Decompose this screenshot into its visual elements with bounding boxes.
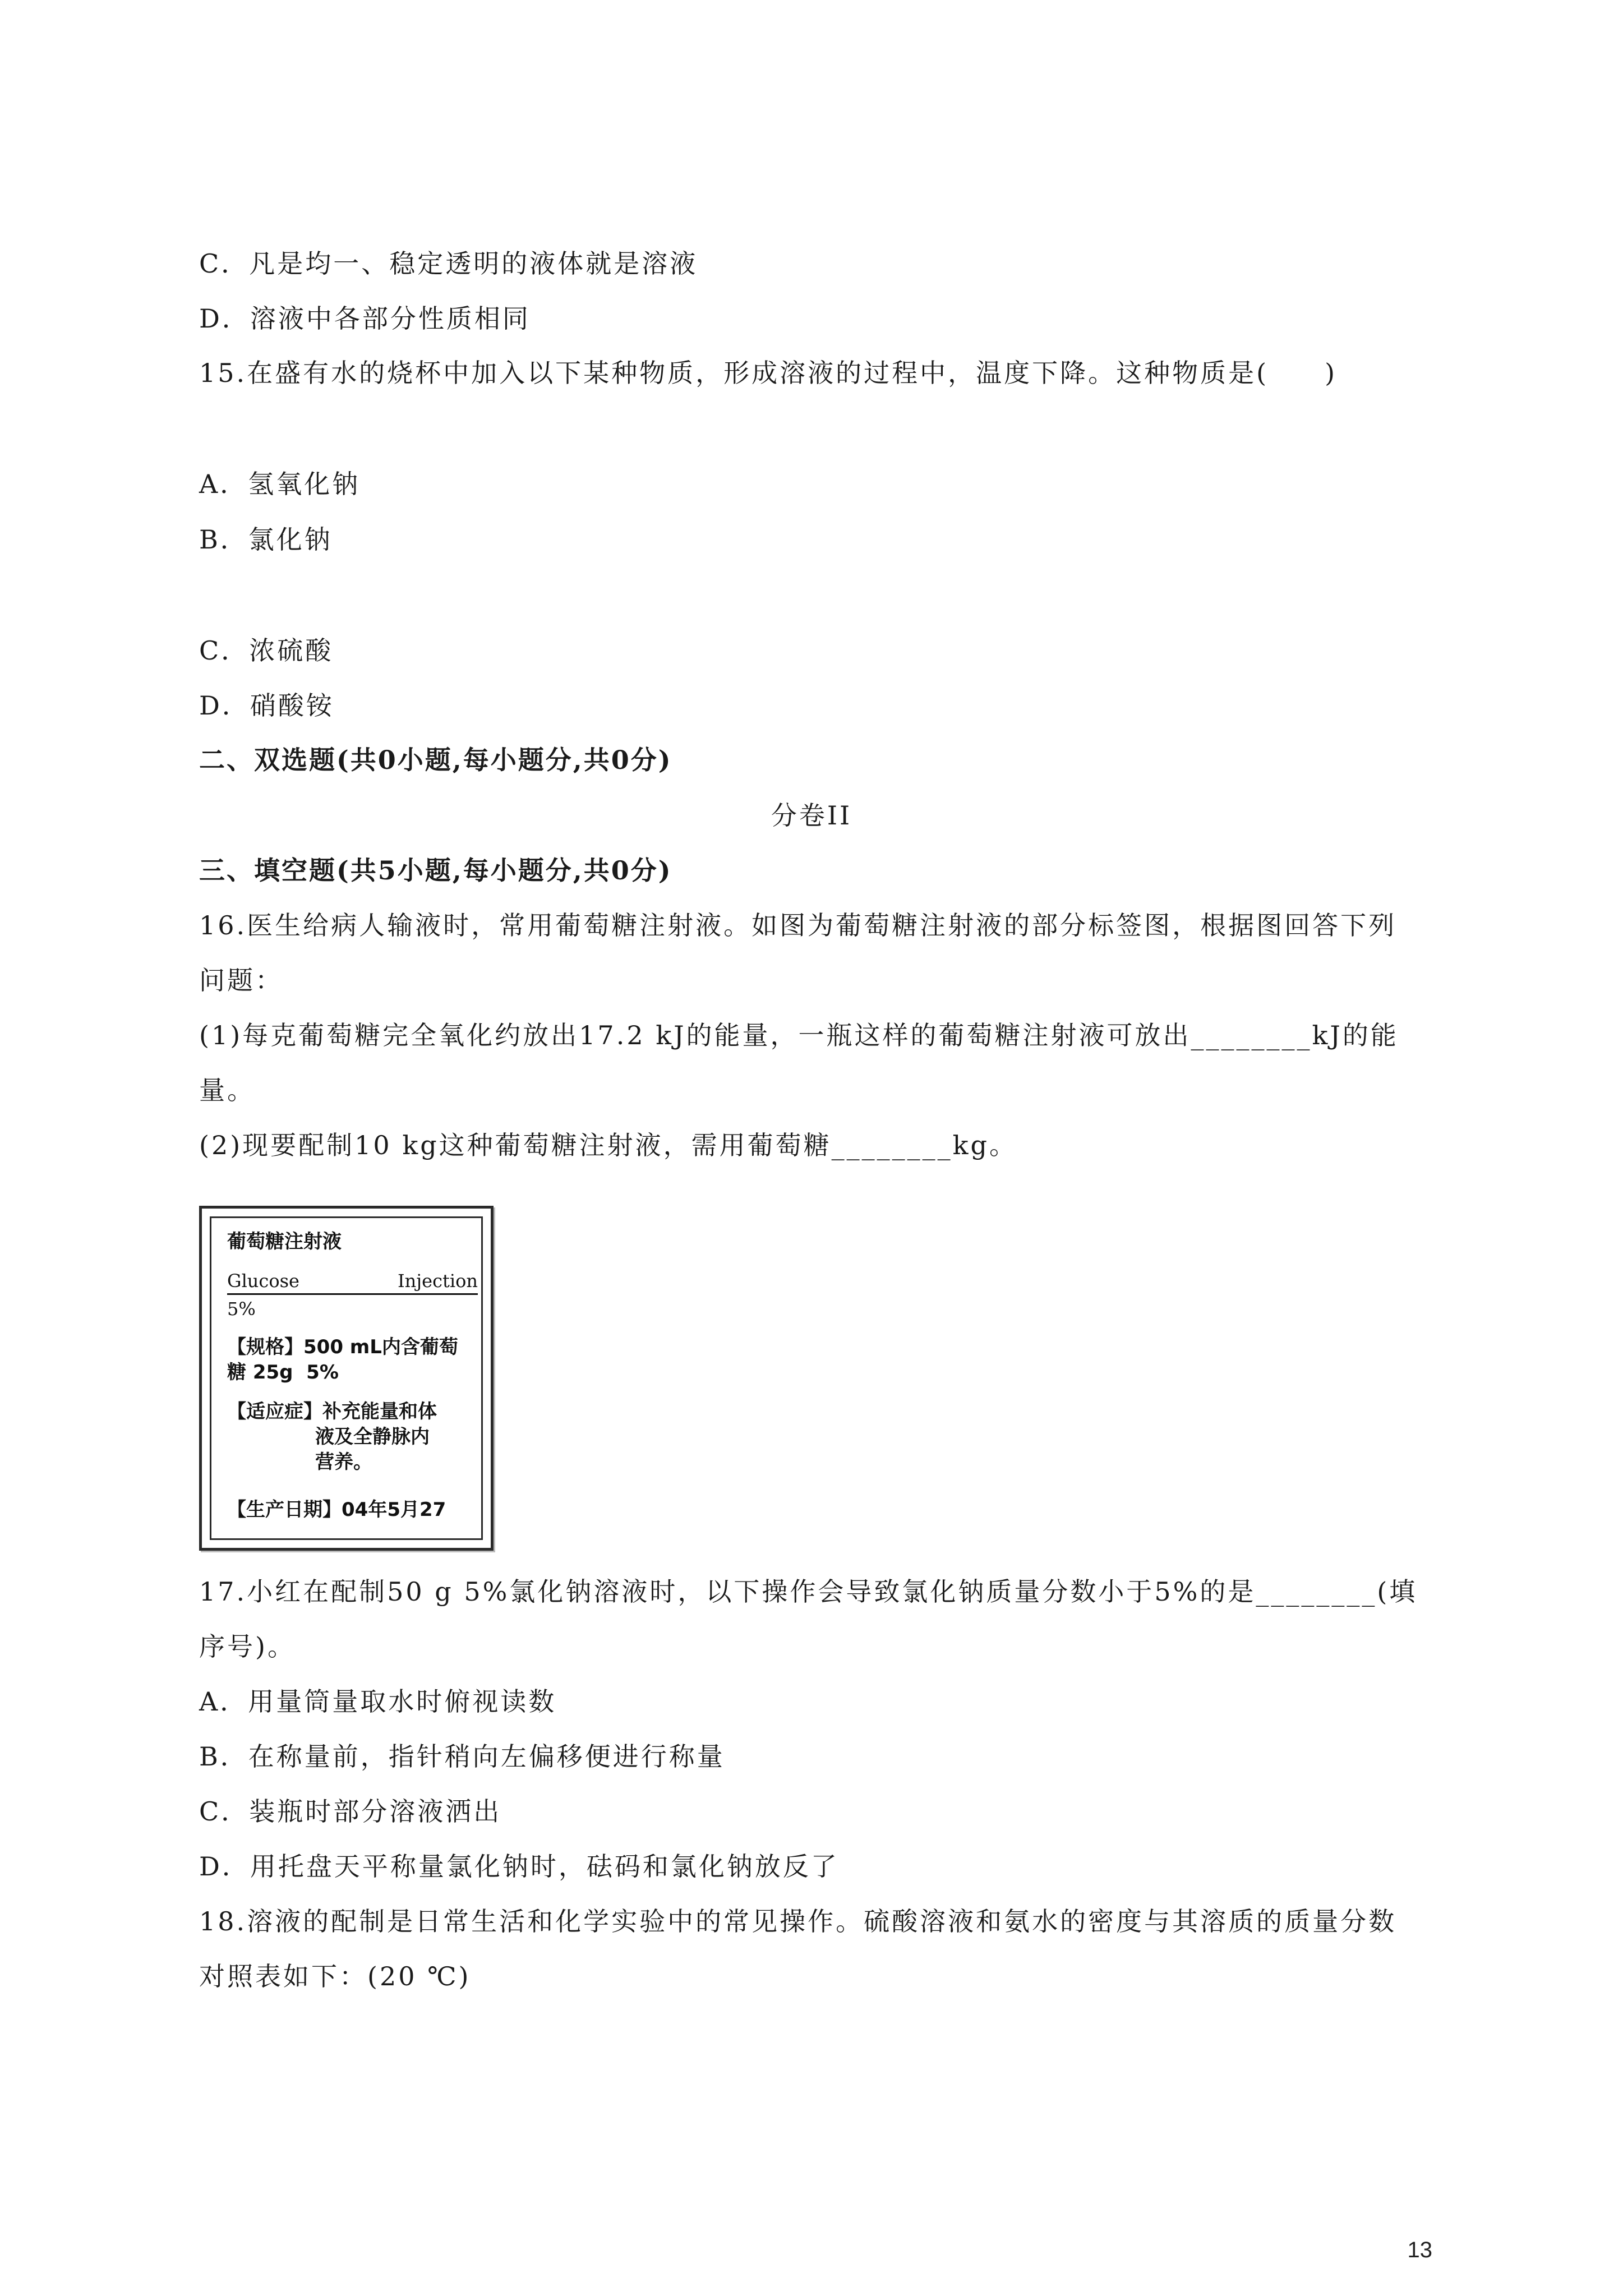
part-title: 分卷II bbox=[771, 800, 852, 831]
page-number: 13 bbox=[1407, 2238, 1432, 2262]
question-17: 17.小红在配制50 g 5%氯化钠溶液时，以下操作会导致氯化钠质量分数小于5%的是________(填 bbox=[199, 1576, 1418, 1607]
option-b: B．氯化钠 bbox=[199, 524, 333, 555]
label-inner-border bbox=[210, 1216, 483, 1540]
q17-option-d: D．用托盘天平称量氯化钠时，砝码和氯化钠放反了 bbox=[199, 1851, 839, 1882]
text-line-c: C．凡是均一、稳定透明的液体就是溶液 bbox=[199, 248, 698, 279]
label-spec-1: 【规格】500 mL内含葡萄 bbox=[227, 1336, 458, 1358]
label-percent: 5% bbox=[227, 1298, 256, 1320]
question-16-part2: (2)现要配制10 kg这种葡萄糖注射液，需用葡萄糖________kg。 bbox=[199, 1130, 1017, 1160]
label-spec-2: 糖 25g 5% bbox=[227, 1361, 339, 1384]
label-en-right: Injection bbox=[398, 1270, 478, 1292]
question-16-part1-cont: 量。 bbox=[199, 1075, 255, 1105]
label-underline bbox=[227, 1293, 478, 1295]
label-date: 【生产日期】04年5月27 bbox=[227, 1499, 446, 1521]
glucose-label-figure bbox=[199, 1206, 494, 1551]
label-title: 葡萄糖注射液 bbox=[227, 1230, 342, 1253]
q17-option-b: B．在称量前，指针稍向左偏移便进行称量 bbox=[199, 1741, 725, 1772]
option-d: D．硝酸铵 bbox=[199, 690, 334, 721]
q17-option-c: C．装瓶时部分溶液洒出 bbox=[199, 1796, 502, 1827]
question-16-cont: 问题： bbox=[199, 965, 283, 995]
question-16-part1: (1)每克葡萄糖完全氧化约放出17.2 kJ的能量，一瓶这样的葡萄糖注射液可放出________kJ的能 bbox=[199, 1020, 1399, 1050]
option-a: A．氢氧化钠 bbox=[199, 469, 361, 499]
label-en-left: Glucose bbox=[227, 1270, 299, 1292]
text-line-d: D．溶液中各部分性质相同 bbox=[199, 303, 531, 334]
label-indication-1: 【适应症】补充能量和体 bbox=[227, 1400, 437, 1423]
section-heading-3: 三、填空题(共5小题,每小题分,共0分) bbox=[199, 855, 672, 886]
label-indication-2: 液及全静脉内 bbox=[315, 1426, 430, 1448]
question-18-cont: 对照表如下：(20 ℃) bbox=[199, 1961, 471, 1991]
question-18: 18.溶液的配制是日常生活和化学实验中的常见操作。硫酸溶液和氨水的密度与其溶质的质量分数 bbox=[199, 1906, 1397, 1937]
section-heading-2: 二、双选题(共0小题,每小题分,共0分) bbox=[199, 745, 672, 775]
question-17-cont: 序号)。 bbox=[199, 1631, 296, 1662]
q17-option-a: A．用量筒量取水时俯视读数 bbox=[199, 1686, 557, 1717]
question-16: 16.医生给病人输液时，常用葡萄糖注射液。如图为葡萄糖注射液的部分标签图，根据图回答下列 bbox=[199, 910, 1397, 940]
question-15: 15.在盛有水的烧杯中加入以下某种物质，形成溶液的过程中，温度下降。这种物质是( ) bbox=[199, 358, 1338, 388]
label-indication-3: 营养。 bbox=[315, 1451, 372, 1473]
option-c: C．浓硫酸 bbox=[199, 635, 334, 666]
